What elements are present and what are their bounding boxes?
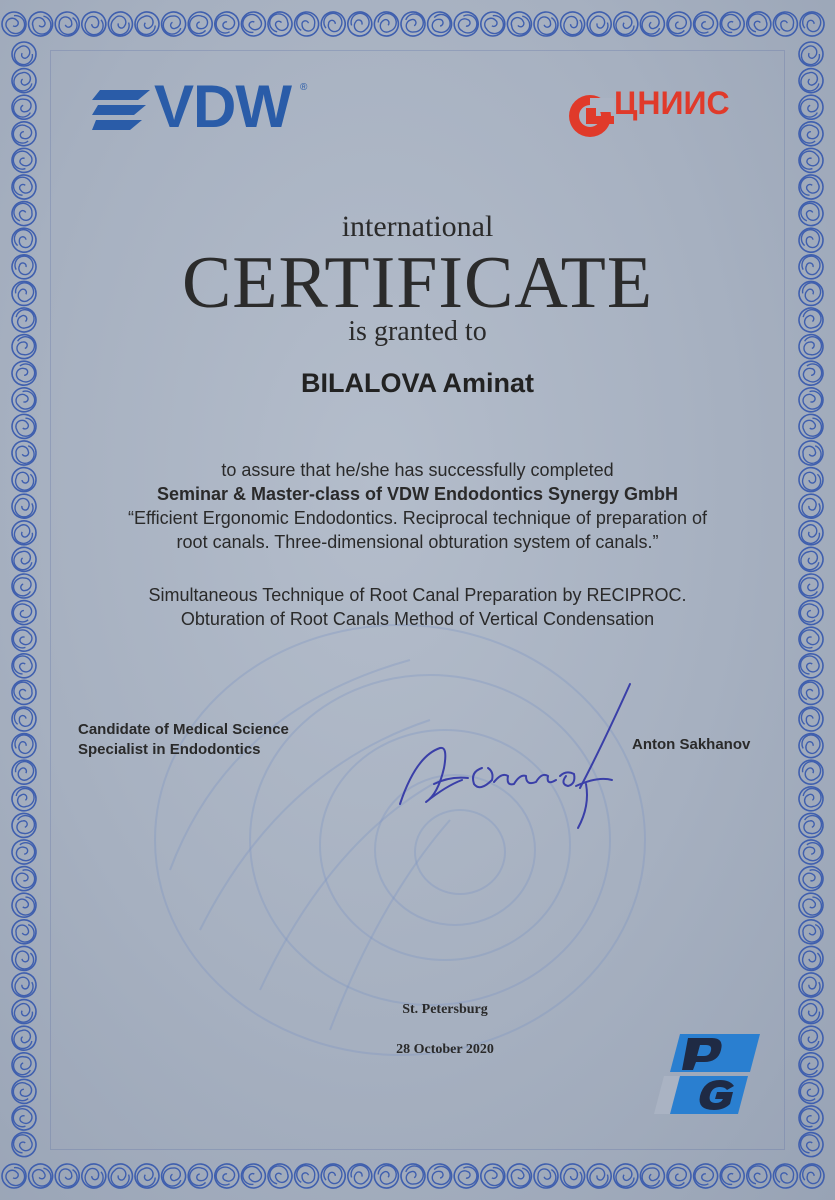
cniis-logo-text: ЦНИИС — [614, 85, 730, 121]
body-line-5: Simultaneous Technique of Root Canal Preparation by RECIPROC. — [148, 585, 687, 605]
certificate-title: CERTIFICATE — [181, 242, 654, 324]
signatory-name: Anton Sakhanov — [632, 736, 751, 753]
issue-place: St. Petersburg — [402, 1002, 488, 1017]
ornament-border-bottom — [0, 1152, 835, 1200]
cniis-mark-icon — [566, 88, 618, 140]
course-title: Seminar & Master-class of VDW Endodontics Synergy GmbH — [156, 484, 679, 504]
heading-international: international — [341, 210, 494, 243]
vdw-logo — [92, 73, 322, 142]
ornament-border-top — [0, 0, 835, 48]
handwritten-signature — [390, 676, 660, 836]
heading-granted: is granted to — [348, 316, 487, 347]
body-line-3: “Efficient Ergonomic Endodontics. Reciprocal technique of preparation of — [128, 508, 707, 528]
body-line-6: Obturation of Root Canals Method of Vertical Condensation — [180, 609, 655, 629]
issue-date: 28 October 2020 — [396, 1042, 494, 1057]
cniis-logo — [566, 84, 766, 144]
pg-logo — [654, 1034, 760, 1114]
signatory-title-line-1: Candidate of Medical Science — [78, 721, 289, 738]
signatory-title — [78, 720, 378, 760]
ornament-border-left — [0, 40, 48, 1160]
vdw-mark-icon — [92, 86, 152, 136]
signatory-title-line-2: Specialist in Endodontics — [78, 741, 261, 758]
vdw-logo-text: VDW — [154, 73, 291, 140]
registered-mark: ® — [300, 82, 308, 93]
recipient-name: BILALOVA Aminat — [301, 368, 534, 398]
ornament-border-right — [787, 40, 835, 1160]
body-line-1: to assure that he/she has successfully completed — [221, 460, 614, 480]
body-line-4: root canals. Three-dimensional obturation system of canals.” — [176, 532, 659, 552]
